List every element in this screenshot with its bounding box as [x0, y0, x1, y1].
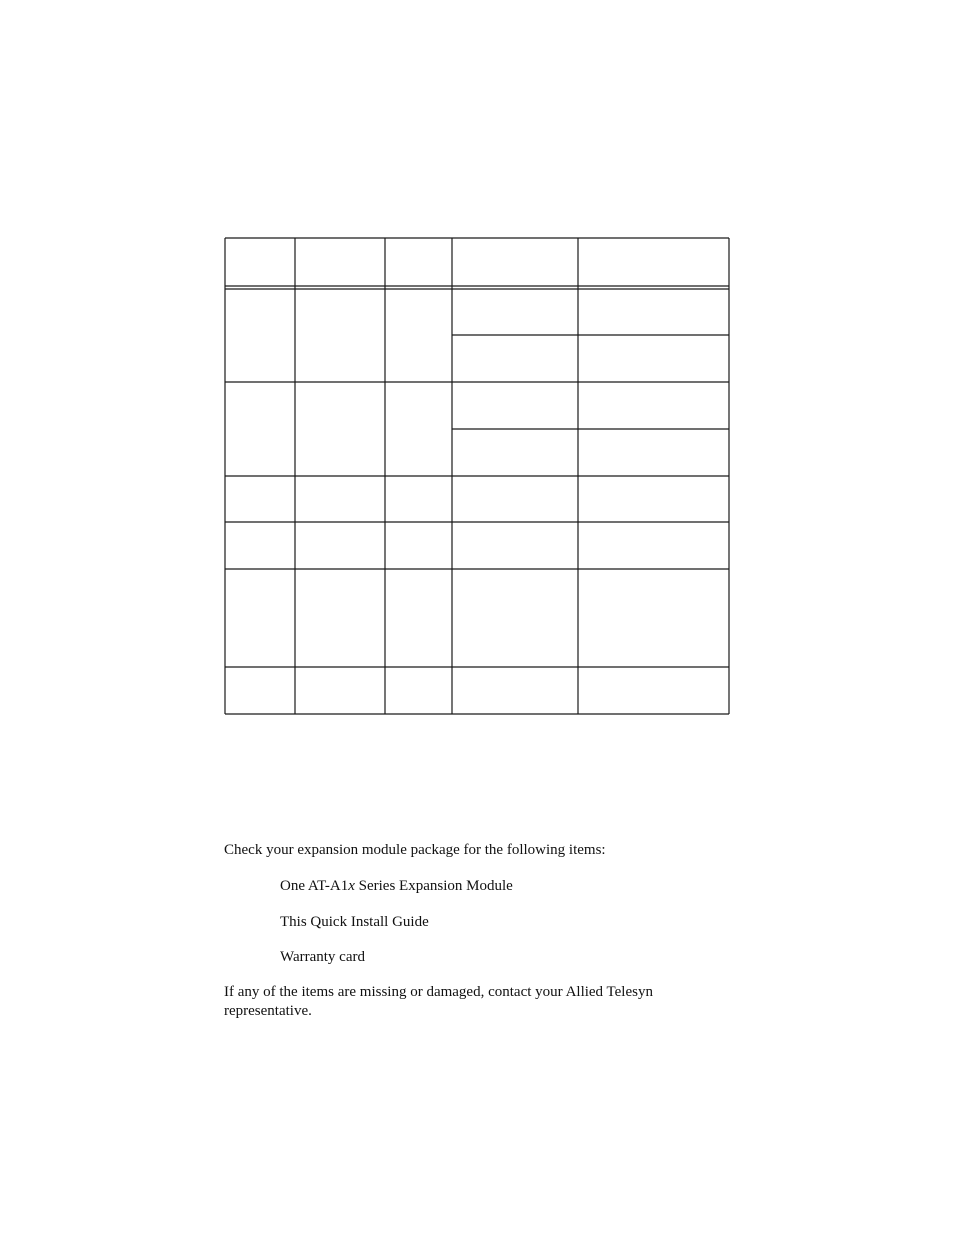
package-item-guide: This Quick Install Guide — [280, 914, 429, 930]
missing-items-note-line1: If any of the items are missing or damaged, contact your Allied Telesyn — [224, 984, 653, 1000]
missing-items-note — [224, 983, 684, 1021]
package-item-module: One AT-A1x Series Expansion Module — [280, 878, 513, 894]
package-contents-intro: Check your expansion module package for the following items: — [224, 842, 606, 858]
package-item-warranty: Warranty card — [280, 949, 365, 965]
missing-items-note-line2: representative. — [224, 1003, 312, 1019]
